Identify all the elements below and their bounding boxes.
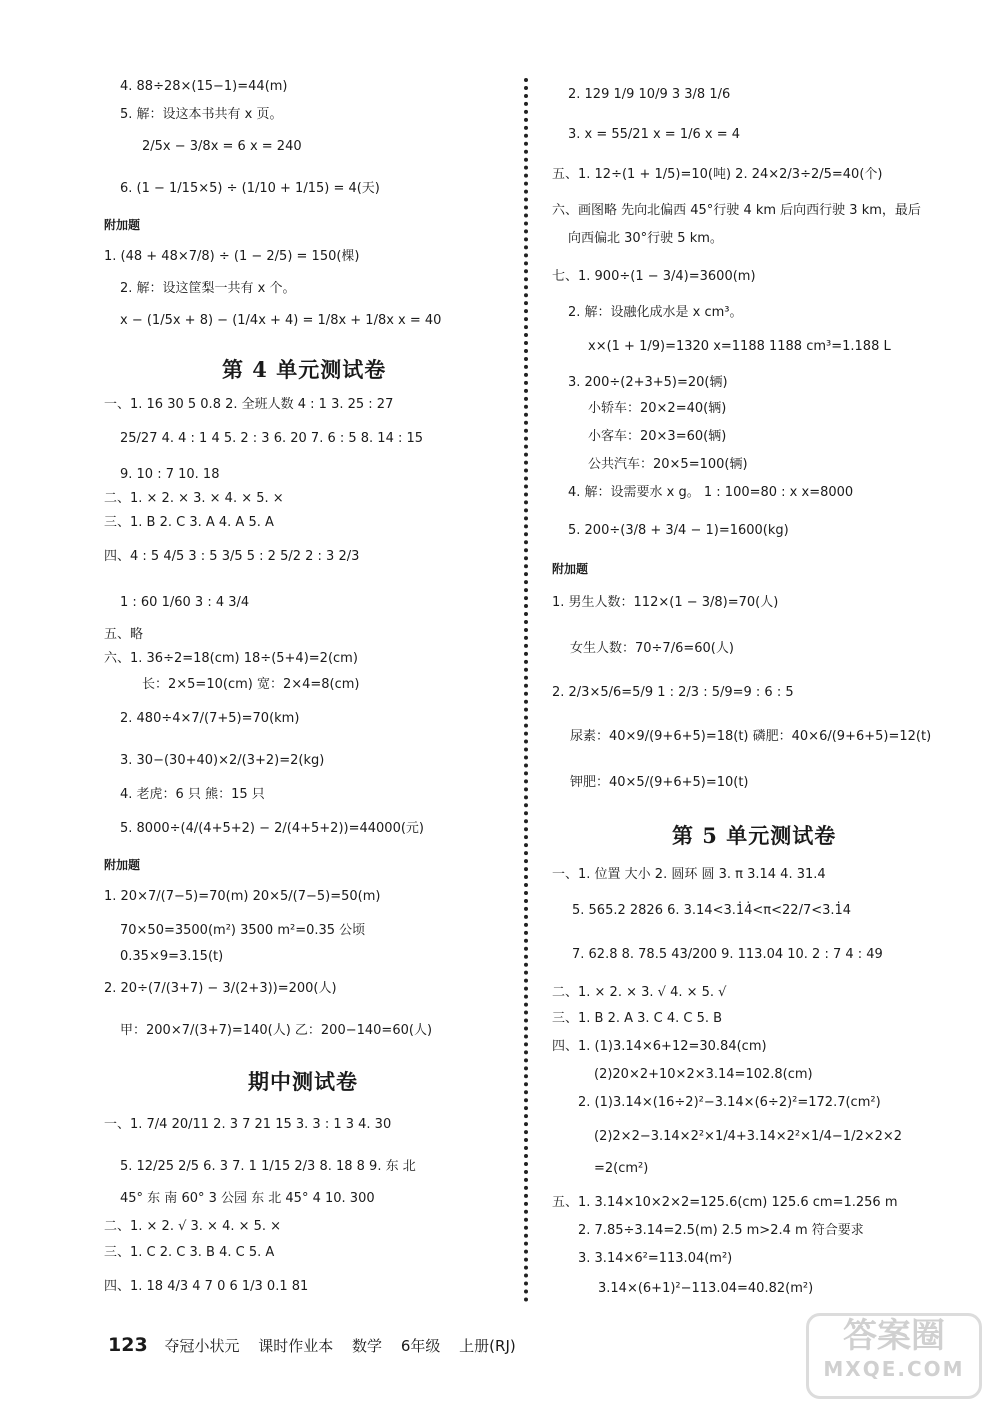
page-number: 123 (108, 1334, 148, 1356)
answer-line: 一、1. 16 30 5 0.8 2. 全班人数 4 : 1 3. 25 : 27 (104, 397, 394, 412)
answer-line: 一、1. 7/4 20/11 2. 3 7 21 15 3. 3 : 1 3 4. 30 (104, 1117, 392, 1132)
answer-line: 2. 解：设这筐梨一共有 x 个。 (120, 281, 296, 296)
answer-line: 四、1. 18 4/3 4 7 0 6 1/3 0.1 81 (104, 1279, 309, 1294)
answer-line: 五、略 (104, 627, 144, 642)
footer-subject: 数学 (352, 1337, 383, 1355)
answer-line: 5. 12/25 2/5 6. 3 7. 1 1/15 2/3 8. 18 8 9. 东 北 (120, 1159, 416, 1174)
answer-line: 三、1. C 2. C 3. B 4. C 5. A (104, 1245, 275, 1260)
answer-line: 1. 男生人数：112×(1 − 3/8)=70(人) (552, 595, 779, 610)
answer-line: 四、4 : 5 4/5 3 : 5 3/5 5 : 2 5/2 2 : 3 2/3 (104, 549, 360, 564)
answer-line: 向西偏北 30°行驶 5 km。 (568, 231, 723, 246)
watermark-logo (806, 1313, 982, 1399)
answer-line: 2. 解：设融化成水是 x cm³。 (568, 305, 743, 320)
answer-line: 二、1. × 2. × 3. √ 4. × 5. √ (552, 985, 727, 1000)
section-heading: 附加题 (552, 562, 589, 576)
answer-line: 公共汽车：20×5=100(辆) (588, 457, 748, 472)
footer-grade: 6年级 (400, 1337, 441, 1355)
answer-line: 0.35×9=3.15(t) (120, 949, 224, 964)
answer-line: 2. 7.85÷3.14=2.5(m) 2.5 m>2.4 m 符合要求 (578, 1223, 864, 1238)
answer-line: 25/27 4. 4 : 1 4 5. 2 : 3 6. 20 7. 6 : 5 8. 14 : 15 (120, 431, 424, 446)
watermark-url: MXQE.COM (823, 1357, 965, 1381)
answer-line: 2. 480÷4×7/(7+5)=70(km) (120, 711, 300, 726)
answer-line: 5. 解：设这本书共有 x 页。 (120, 107, 283, 122)
answer-line: 2. 2/3×5/6=5/9 1 : 2/3 : 5/9=9 : 6 : 5 (552, 685, 794, 700)
answer-line: 长：2×5=10(cm) 宽：2×4=8(cm) (142, 677, 360, 692)
answer-line: 6. (1 − 1/15×5) ÷ (1/10 + 1/15) = 4(天) (120, 181, 380, 196)
answer-line: 2/5x − 3/8x = 6 x = 240 (142, 139, 302, 154)
answer-line: (2)20×2+10×2×3.14=102.8(cm) (594, 1067, 813, 1082)
answer-line: 六、画图略 先向北偏西 45°行驶 4 km 后向西行驶 3 km，最后 (552, 203, 921, 218)
answer-line: 3. 3.14×6²=113.04(m²) (578, 1251, 733, 1266)
answer-line: 1. (48 + 48×7/8) ÷ (1 − 2/5) = 150(棵) (104, 249, 360, 264)
footer-book: 课时作业本 (258, 1337, 334, 1355)
section-heading: 附加题 (104, 858, 141, 872)
section-heading: 附加题 (104, 218, 141, 232)
answer-line: 5. 200÷(3/8 + 3/4 − 1)=1600(kg) (568, 523, 789, 538)
answer-line: 女生人数：70÷7/6=60(人) (570, 641, 734, 656)
answer-line: 7. 62.8 8. 78.5 43/200 9. 113.04 10. 2 : 7 4 : 49 (572, 947, 883, 962)
answer-line: 1. 20×7/(7−5)=70(m) 20×5/(7−5)=50(m) (104, 889, 381, 904)
answer-line: 70×50=3500(m²) 3500 m²=0.35 公顷 (120, 923, 366, 938)
footer-volume: 上册(RJ) (459, 1337, 516, 1355)
unit-title: 期中测试卷 (248, 1069, 358, 1094)
answer-line: 尿素：40×9/(9+6+5)=18(t) 磷肥：40×6/(9+6+5)=12(t) (570, 729, 932, 744)
answer-line: 六、1. 36÷2=18(cm) 18÷(5+4)=2(cm) (104, 651, 358, 666)
answer-line: 二、1. × 2. × 3. × 4. × 5. × (104, 491, 284, 506)
answer-line: 四、1. (1)3.14×6+12=30.84(cm) (552, 1039, 767, 1054)
footer-brand: 夺冠小状元 (164, 1337, 240, 1355)
answer-line: 2. (1)3.14×(16÷2)²−3.14×(6÷2)²=172.7(cm²) (578, 1095, 881, 1110)
answer-line: 4. 老虎：6 只 熊：15 只 (120, 787, 265, 802)
answer-line: 3. x = 55/21 x = 1/6 x = 4 (568, 127, 741, 142)
answer-line: 三、1. B 2. A 3. C 4. C 5. B (552, 1011, 723, 1026)
answer-line: 4. 解：设需要水 x g。 1 : 100=80 : x x=8000 (568, 485, 854, 500)
answer-line: 三、1. B 2. C 3. A 4. A 5. A (104, 515, 274, 530)
answer-line: x×(1 + 1/9)=1320 x=1188 1188 cm³=1.188 L (588, 339, 891, 354)
page-footer (108, 1334, 530, 1356)
answer-line: 9. 10 : 7 10. 18 (120, 467, 220, 482)
answer-line: 五、1. 3.14×10×2×2=125.6(cm) 125.6 cm=1.256 m (552, 1195, 898, 1210)
unit-title: 第 5 单元测试卷 (672, 823, 837, 848)
unit-title: 第 4 单元测试卷 (222, 357, 387, 382)
answer-line: 3. 30−(30+40)×2/(3+2)=2(kg) (120, 753, 325, 768)
answer-line: 一、1. 位置 大小 2. 圆环 圆 3. π 3.14 4. 31.4 (552, 867, 826, 882)
answer-line: 小轿车：20×2=40(辆) (588, 401, 727, 416)
answer-line: (2)2×2−3.14×2²×1/4+3.14×2²×1/4−1/2×2×2 (594, 1129, 903, 1144)
answer-line: 4. 88÷28×(15−1)=44(m) (120, 79, 288, 94)
answer-line: 5. 8000÷(4/(4+5+2) − 2/(4+5+2))=44000(元) (120, 821, 424, 836)
answer-line: x − (1/5x + 8) − (1/4x + 4) = 1/8x + 1/8x x = 40 (120, 313, 442, 328)
answer-line: 3.14×(6+1)²−113.04=40.82(m²) (598, 1281, 814, 1296)
answer-line: 甲：200×7/(3+7)=140(人) 乙：200−140=60(人) (120, 1023, 433, 1038)
answer-line: 五、1. 12÷(1 + 1/5)=10(吨) 2. 24×2/3÷2/5=40(个) (552, 167, 883, 182)
answer-line: 45° 东 南 60° 3 公园 东 北 45° 4 10. 300 (120, 1191, 375, 1206)
answer-line: =2(cm²) (594, 1161, 649, 1176)
answer-line: 二、1. × 2. √ 3. × 4. × 5. × (104, 1219, 282, 1234)
answer-line: 小客车：20×3=60(辆) (588, 429, 727, 444)
column-divider (524, 78, 528, 1303)
watermark-text: 答案圈 (843, 1316, 945, 1356)
answer-line: 3. 200÷(2+3+5)=20(辆) (568, 375, 728, 390)
answer-line: 钾肥：40×5/(9+6+5)=10(t) (570, 775, 749, 790)
answer-line: 5. 565.2 2826 6. 3.14<3.1̇4̇<π<22/7<3.1̇4 (572, 903, 852, 918)
answer-line: 七、1. 900÷(1 − 3/4)=3600(m) (552, 269, 756, 284)
answer-line: 1 : 60 1/60 3 : 4 3/4 (120, 595, 250, 610)
answer-line: 2. 20÷(7/(3+7) − 3/(2+3))=200(人) (104, 981, 337, 996)
answer-line: 2. 129 1/9 10/9 3 3/8 1/6 (568, 87, 731, 102)
